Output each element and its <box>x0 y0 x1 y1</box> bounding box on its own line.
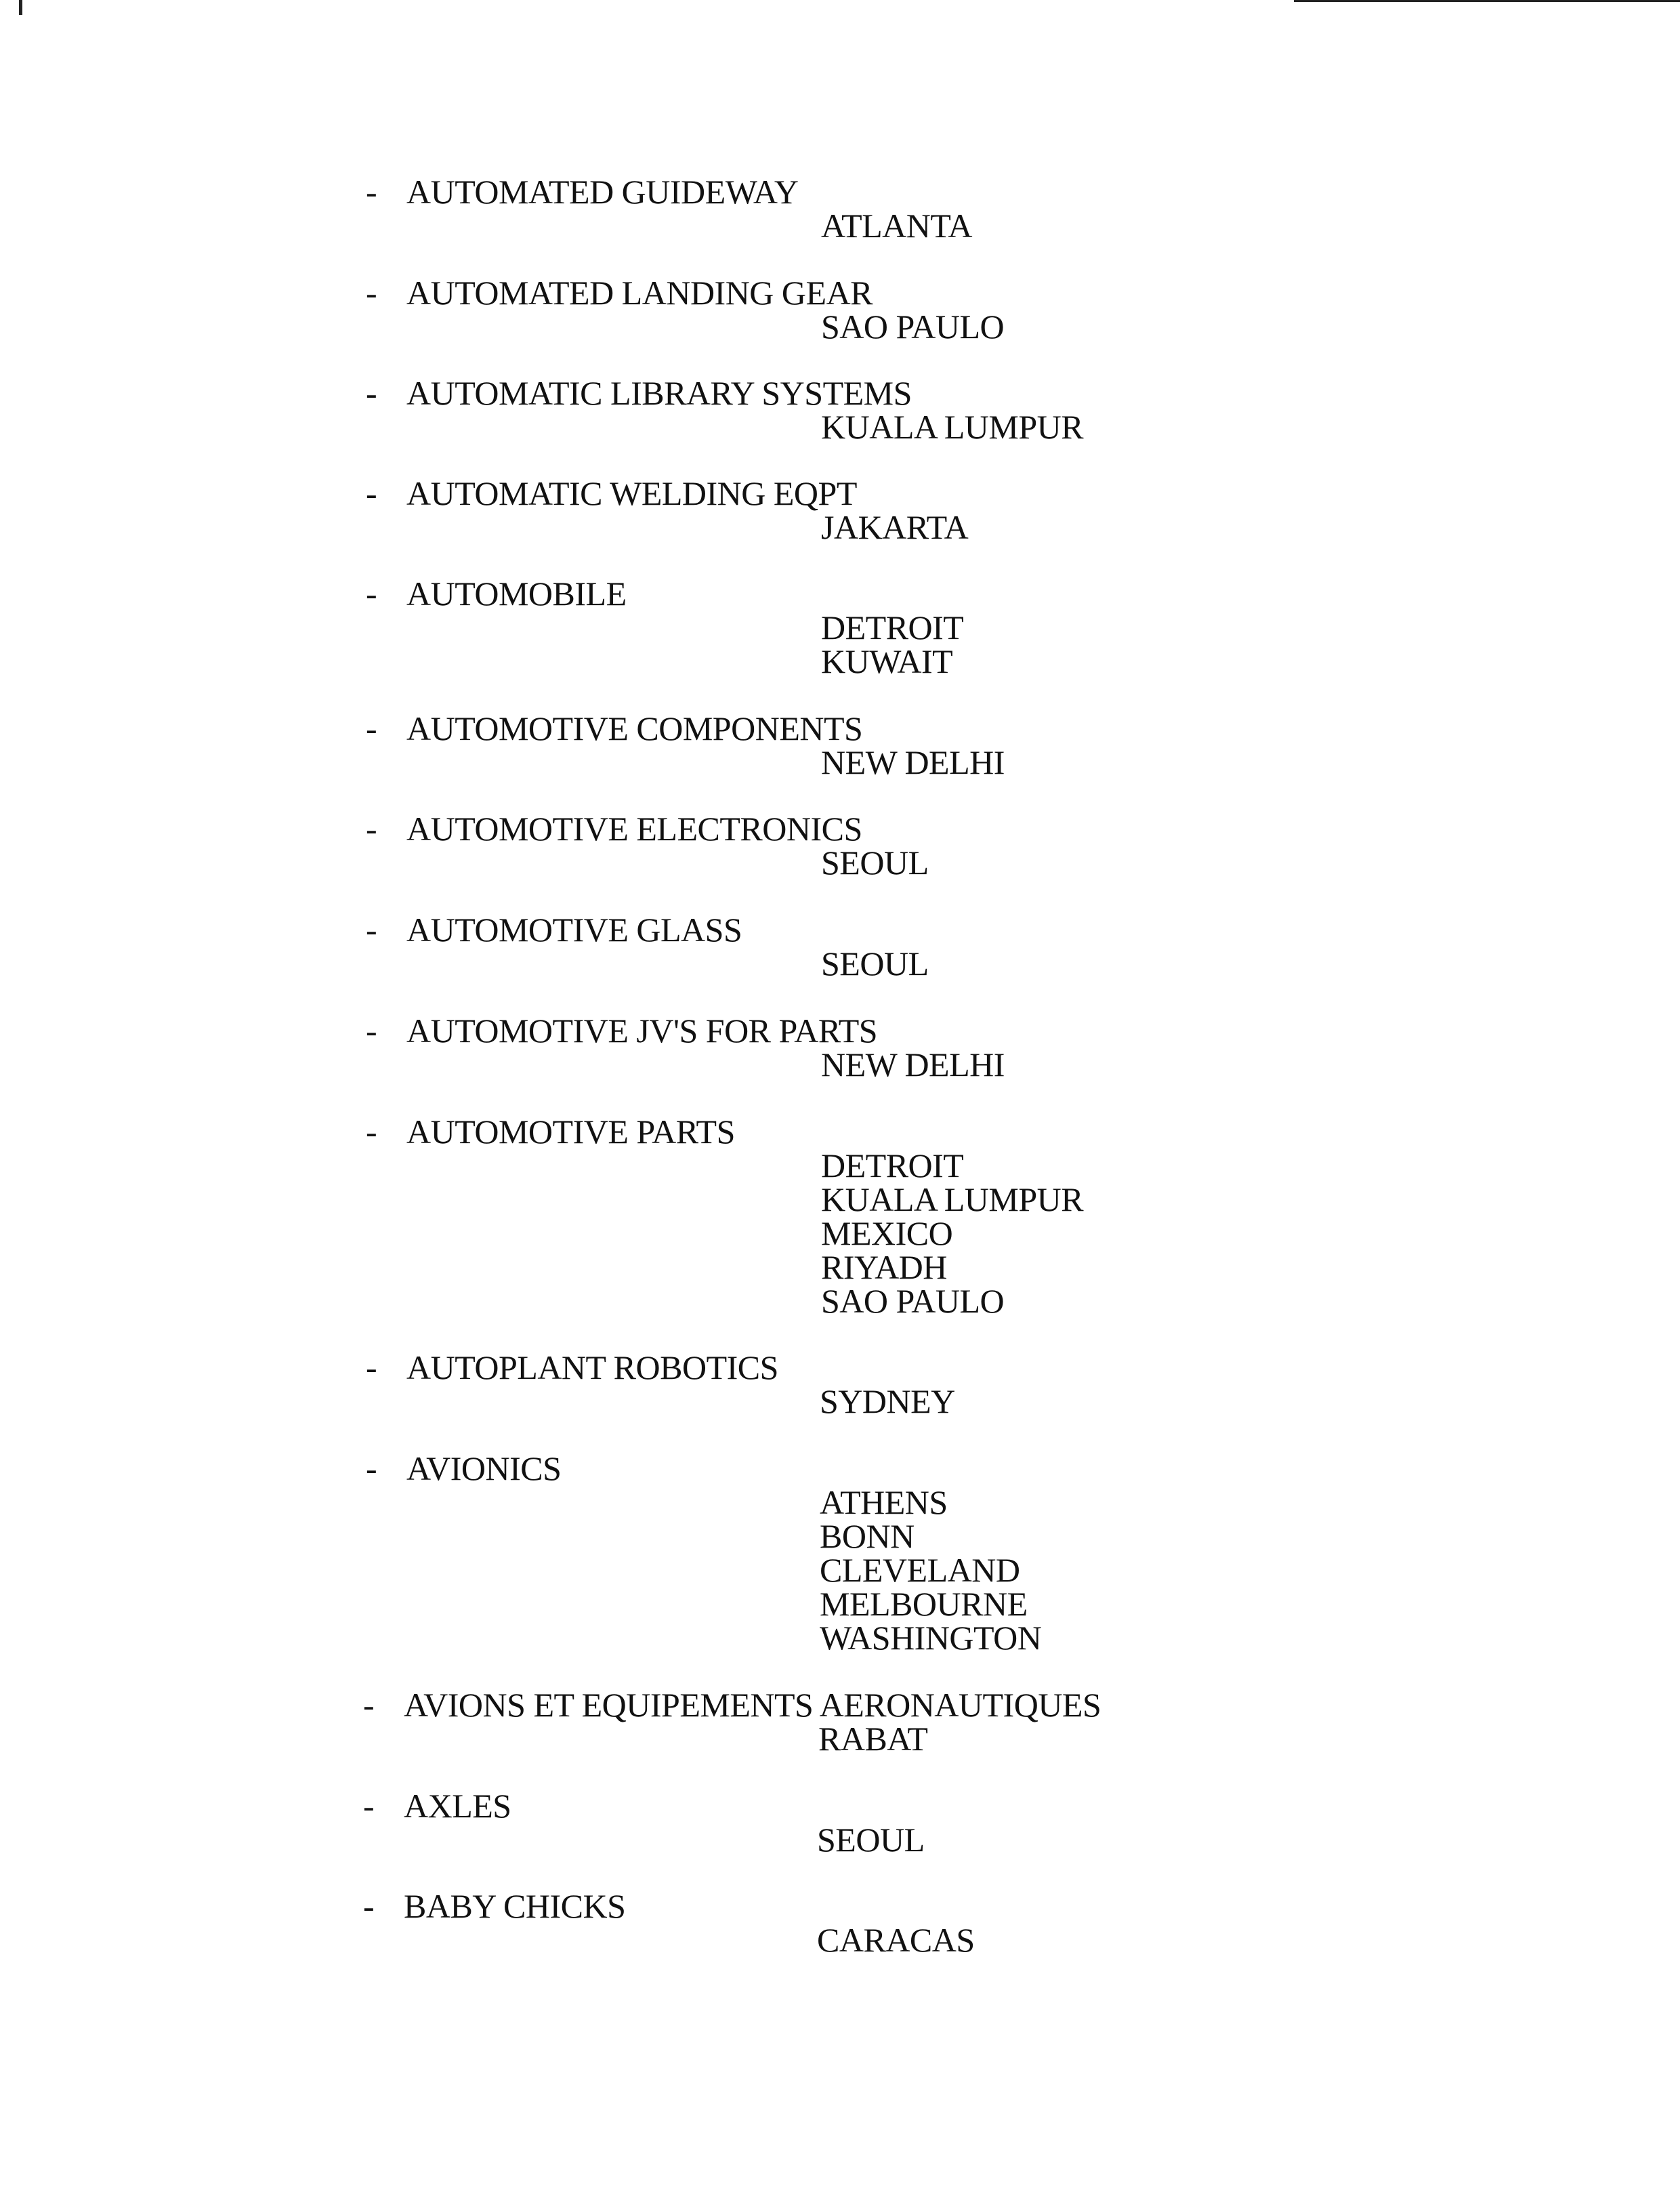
city-name: ATLANTA <box>821 207 973 245</box>
category-label: AUTOPLANT ROBOTICS <box>406 1348 778 1386</box>
bullet-dash: - <box>366 274 377 312</box>
city-list <box>821 608 964 680</box>
city-name: SAO PAULO <box>821 308 1005 346</box>
category-label: AUTOMATED LANDING GEAR <box>406 274 873 312</box>
bullet-dash: - <box>366 810 377 848</box>
city-list <box>821 310 1004 344</box>
city-list <box>821 945 929 983</box>
city-name: KUALA LUMPUR <box>821 1180 1084 1218</box>
category-label: BABY CHICKS <box>404 1887 626 1925</box>
city-list <box>821 209 972 243</box>
city-list <box>821 745 1005 779</box>
category-label: AUTOMOTIVE ELECTRONICS <box>406 810 862 848</box>
city-list <box>820 1485 1041 1655</box>
bullet-dash: - <box>366 173 377 211</box>
bullet-dash: - <box>366 1113 377 1151</box>
bullet-dash: - <box>366 575 377 613</box>
category-label: AXLES <box>404 1787 511 1825</box>
city-list <box>821 410 1083 444</box>
bullet-dash: - <box>366 474 377 512</box>
city-list <box>821 1048 1005 1081</box>
bullet-dash: - <box>363 1787 375 1825</box>
city-name: SYDNEY <box>820 1382 955 1420</box>
category-label: AUTOMOBILE <box>406 575 627 613</box>
bullet-dash: - <box>366 709 377 747</box>
city-name: CARACAS <box>817 1921 975 1959</box>
city-name: DETROIT <box>821 1146 964 1184</box>
city-list <box>817 1823 925 1857</box>
bullet-dash: - <box>366 1348 377 1386</box>
category-label: AVIONICS <box>406 1449 562 1487</box>
city-name: KUALA LUMPUR <box>821 408 1084 446</box>
category-label: AVIONS ET EQUIPEMENTS AERONAUTIQUES <box>404 1686 1101 1724</box>
city-name: ATHENS <box>820 1483 948 1521</box>
bullet-dash: - <box>363 1887 375 1925</box>
city-name: RIYADH <box>821 1248 947 1286</box>
bullet-dash: - <box>366 1012 377 1050</box>
city-name: CLEVELAND <box>820 1551 1020 1589</box>
city-name: SAO PAULO <box>821 1282 1005 1320</box>
bullet-dash: - <box>366 911 377 949</box>
city-list <box>820 1384 955 1418</box>
city-list <box>818 1722 927 1756</box>
city-name: JAKARTA <box>821 508 969 546</box>
city-name: DETROIT <box>821 608 964 646</box>
bullet-dash: - <box>366 374 377 412</box>
city-name: SEOUL <box>817 1821 925 1859</box>
city-name: NEW DELHI <box>821 1046 1005 1083</box>
category-label: AUTOMATIC WELDING EQPT <box>406 474 857 512</box>
city-name: KUWAIT <box>821 642 953 680</box>
city-list <box>817 1923 975 1957</box>
city-list <box>821 846 929 880</box>
category-label: AUTOMOTIVE JV'S FOR PARTS <box>406 1012 878 1050</box>
city-name: SEOUL <box>821 844 929 882</box>
city-name: NEW DELHI <box>821 743 1005 781</box>
city-name: BONN <box>820 1517 915 1555</box>
bullet-dash: - <box>363 1686 375 1724</box>
bullet-dash: - <box>366 1449 377 1487</box>
category-label: AUTOMOTIVE PARTS <box>406 1113 735 1151</box>
city-name: MEXICO <box>821 1214 953 1252</box>
city-name: SEOUL <box>821 945 929 983</box>
category-label: AUTOMATIC LIBRARY SYSTEMS <box>406 374 912 412</box>
city-list <box>821 510 968 544</box>
city-name: WASHINGTON <box>820 1619 1042 1657</box>
category-label: AUTOMOTIVE COMPONENTS <box>406 709 863 747</box>
category-label: AUTOMOTIVE GLASS <box>406 911 742 949</box>
category-label: AUTOMATED GUIDEWAY <box>406 173 799 211</box>
city-name: RABAT <box>818 1720 928 1758</box>
city-name: MELBOURNE <box>820 1585 1028 1623</box>
city-list <box>821 1146 1084 1320</box>
